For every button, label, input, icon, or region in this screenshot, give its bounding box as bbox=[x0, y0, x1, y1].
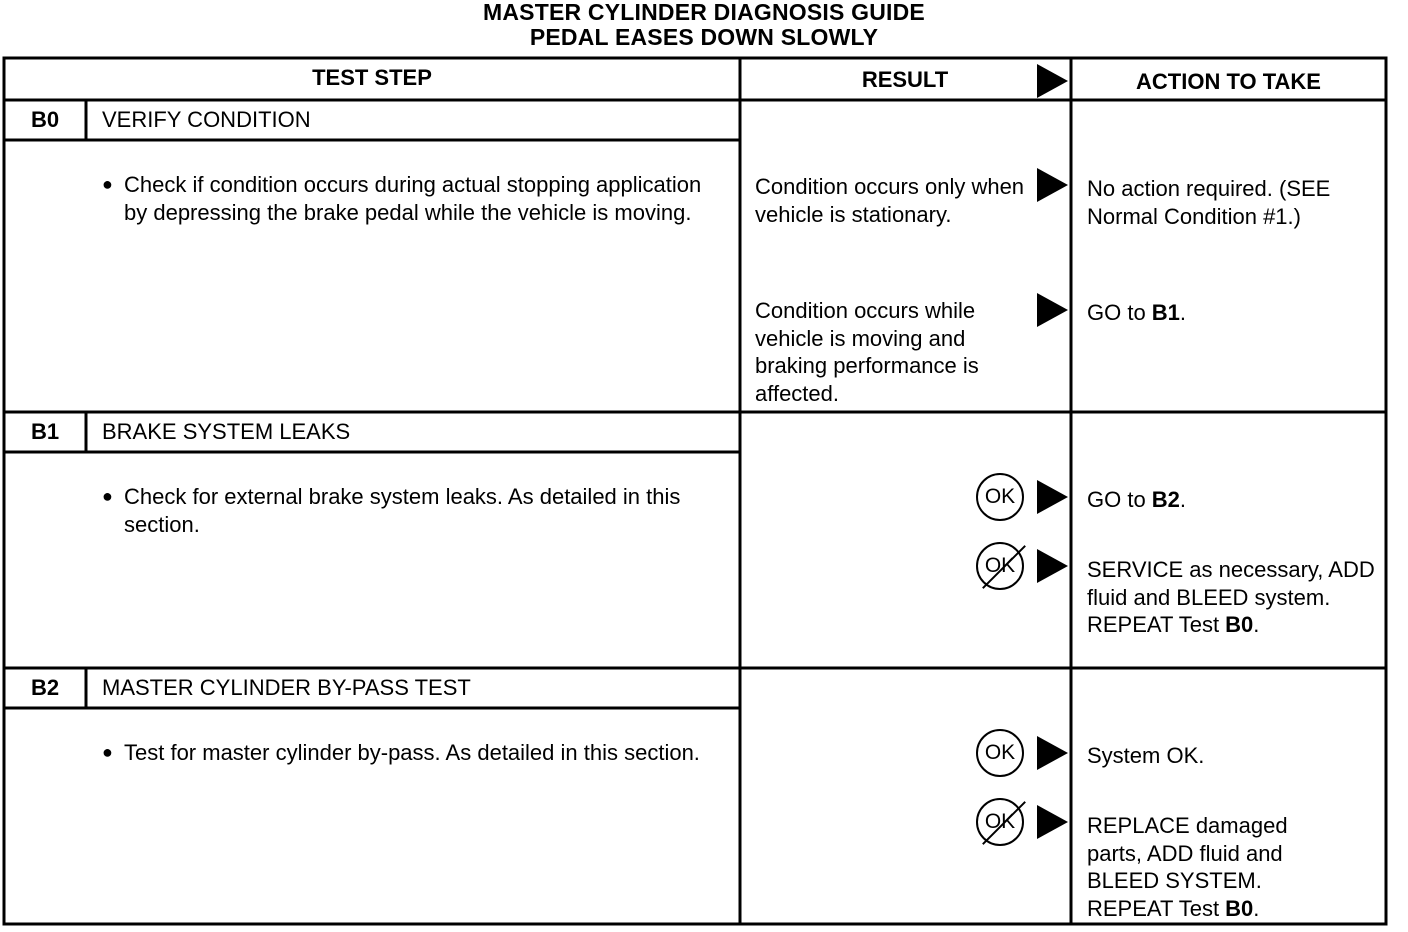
right-triangle-arrow-icon bbox=[1037, 549, 1068, 583]
action-text: GO to B2. bbox=[1087, 487, 1187, 512]
header-action-to-take: ACTION TO TAKE bbox=[1136, 69, 1321, 94]
step-reference: B0 bbox=[1225, 612, 1254, 637]
step-instruction bbox=[102, 739, 722, 767]
step-instruction-text: Check if condition occurs during actual stopping application by depressing the brake pedal while the vehicle is moving. bbox=[124, 172, 702, 225]
action-text: GO to B1. bbox=[1087, 300, 1187, 325]
step-number: B0 bbox=[30, 107, 60, 132]
header-result: RESULT bbox=[861, 67, 949, 92]
right-triangle-arrow-icon bbox=[1037, 805, 1068, 839]
right-triangle-arrow-icon bbox=[1037, 480, 1068, 514]
step-reference: B1 bbox=[1151, 300, 1180, 325]
bullet-icon: ● bbox=[102, 742, 113, 762]
ok-crossed-out-icon: OK bbox=[976, 798, 1024, 846]
step-reference: B0 bbox=[1225, 895, 1254, 921]
header-test-step: TEST STEP bbox=[312, 65, 432, 90]
step-number: B1 bbox=[30, 419, 60, 444]
step-instruction bbox=[102, 171, 722, 226]
ok-circle-icon: OK bbox=[976, 729, 1024, 777]
guide-title: MASTER CYLINDER DIAGNOSIS GUIDE bbox=[483, 0, 925, 25]
ok-circle-icon: OK bbox=[976, 473, 1024, 521]
action-text: No action required. (SEE Normal Condition #1.) bbox=[1087, 176, 1331, 229]
ok-crossed-out-icon: OK bbox=[976, 542, 1024, 590]
result-text: Condition occurs only when vehicle is stationary. bbox=[755, 174, 1025, 227]
step-reference: B2 bbox=[1151, 487, 1180, 512]
guide-subtitle: PEDAL EASES DOWN SLOWLY bbox=[529, 24, 879, 50]
result-text: Condition occurs while vehicle is moving and braking performance is affected. bbox=[755, 298, 979, 406]
action-text: SERVICE as necessary, ADD fluid and BLEED system. REPEAT Test B0. bbox=[1087, 557, 1375, 637]
step-title: BRAKE SYSTEM LEAKS bbox=[102, 419, 351, 444]
right-triangle-arrow-icon bbox=[1037, 168, 1068, 202]
right-triangle-arrow-icon bbox=[1037, 293, 1068, 327]
step-instruction-text: Check for external brake system leaks. As detailed in this section. bbox=[124, 484, 681, 537]
step-instruction bbox=[102, 483, 722, 538]
action-text: REPLACE damaged parts, ADD fluid and BLEED SYSTEM. REPEAT Test B0. bbox=[1087, 813, 1288, 921]
bullet-icon: ● bbox=[102, 174, 113, 194]
action-text: System OK. bbox=[1087, 743, 1205, 768]
step-title: MASTER CYLINDER BY-PASS TEST bbox=[102, 675, 471, 700]
right-triangle-arrow-icon bbox=[1037, 736, 1068, 770]
bullet-icon: ● bbox=[102, 486, 113, 506]
step-instruction-text: Test for master cylinder by-pass. As detailed in this section. bbox=[124, 740, 700, 765]
step-number: B2 bbox=[30, 675, 60, 700]
step-title: VERIFY CONDITION bbox=[102, 107, 311, 132]
right-triangle-arrow-icon bbox=[1037, 64, 1068, 98]
